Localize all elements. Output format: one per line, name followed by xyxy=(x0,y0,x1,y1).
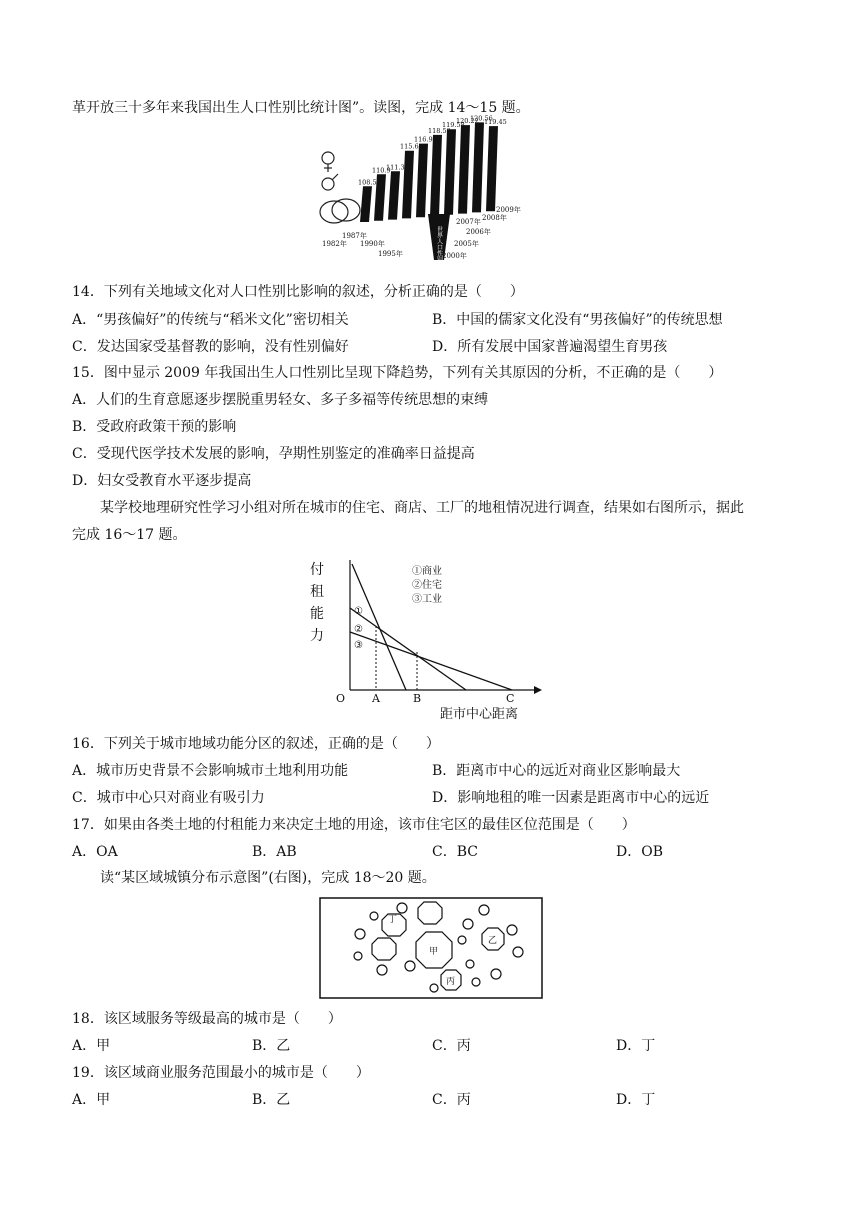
value-label: 118.58 xyxy=(428,126,451,135)
year-label: 2000年 xyxy=(442,252,467,260)
value-label: 115.6 xyxy=(400,142,419,151)
bar xyxy=(486,126,498,211)
town-left-octagon xyxy=(372,938,396,960)
q17-stem: 17．如果由各类土地的付租能力来决定土地的用途，该市住宅区的最佳区位范围是（ ） xyxy=(72,817,636,833)
q18-option-c[interactable]: C．丙 xyxy=(432,1038,471,1054)
q16-option-d[interactable]: D．影响地租的唯一因素是距离市中心的远近 xyxy=(432,790,710,806)
value-label: 120.56 xyxy=(470,114,493,123)
intro-18-20: 读“某区域城镇分布示意图”(右图)，完成 18～20 题。 xyxy=(100,870,436,886)
q18-stem: 18．该区域服务等级最高的城市是（ ） xyxy=(72,1011,342,1027)
town-ding: 丁 xyxy=(388,915,398,925)
sex-ratio-chart xyxy=(316,114,542,268)
q18-option-b[interactable]: B．乙 xyxy=(252,1038,291,1054)
svg-text:C: C xyxy=(506,692,515,705)
q14-stem: 14．下列有关地域文化对人口性别比影响的叙述，分析正确的是（ ） xyxy=(72,284,524,300)
q16-option-c[interactable]: C．城市中心只对商业有吸引力 xyxy=(72,790,265,806)
value-label: 111.3 xyxy=(386,163,405,172)
town-distribution-map xyxy=(318,894,544,1004)
year-label: 2005年 xyxy=(454,240,479,248)
value-label: 120.22 xyxy=(456,117,479,126)
center-label: 世界人口性别比 xyxy=(435,226,443,268)
line-residential xyxy=(350,608,466,690)
bar xyxy=(472,122,484,212)
svg-text:租: 租 xyxy=(310,584,324,600)
bar xyxy=(458,125,470,213)
q19-stem: 19．该区域商业服务范围最小的城市是（ ） xyxy=(72,1065,370,1081)
year-label: 1987年 xyxy=(342,232,367,240)
svg-text:O: O xyxy=(336,692,346,705)
value-label: 110.9 xyxy=(372,166,391,175)
legend xyxy=(412,564,442,605)
value-label: 119.45 xyxy=(484,118,507,127)
town-yi: 乙 xyxy=(488,936,498,946)
q18-option-d[interactable]: D．丁 xyxy=(616,1038,656,1054)
intro-14-15: 革开放三十多年来我国出生人口性别比统计图”。读图，完成 14～15 题。 xyxy=(72,100,530,116)
q14-option-d[interactable]: D．所有发展中国家普遍渴望生育男孩 xyxy=(432,339,668,355)
bar xyxy=(444,129,456,215)
q18-option-a[interactable]: A．甲 xyxy=(72,1038,111,1054)
year-label: 2008年 xyxy=(482,214,507,222)
svg-text:能: 能 xyxy=(310,606,324,622)
intro-16-17-line1: 某学校地理研究性学习小组对所在城市的住宅、商店、工厂的地租情况进行调查，结果如右图所示，据此 xyxy=(100,500,744,516)
year-label: 2007年 xyxy=(456,218,481,226)
bar xyxy=(360,186,372,222)
svg-text:B: B xyxy=(413,692,422,705)
svg-text:①商业: ①商业 xyxy=(412,566,442,577)
q14-option-c[interactable]: C．发达国家受基督教的影响，没有性别偏好 xyxy=(72,339,349,355)
q15-option-d[interactable]: D．妇女受教育水平逐步提高 xyxy=(72,473,252,489)
intro-16-17-line2: 完成 16～17 题。 xyxy=(72,527,187,543)
q15-stem: 15．图中显示 2009 年我国出生人口性别比呈现下降趋势，下列有关其原因的分析，不正确的是（ ） xyxy=(72,365,723,381)
bid-rent-graph xyxy=(306,556,542,726)
bar xyxy=(402,151,414,219)
town-jia: 甲 xyxy=(429,947,439,957)
gender-symbols xyxy=(320,152,360,223)
q16-stem: 16．下列关于城市地域功能分区的叙述，正确的是（ ） xyxy=(72,736,440,752)
year-label: 1982年 xyxy=(322,240,347,248)
year-label: 1995年 xyxy=(378,250,403,258)
q15-option-a[interactable]: A．人们的生育意愿逐步摆脱重男轻女、多子多福等传统思想的束缚 xyxy=(72,392,489,408)
town-bing: 丙 xyxy=(446,977,456,987)
q19-option-a[interactable]: A．甲 xyxy=(72,1092,111,1108)
svg-text:②住宅: ②住宅 xyxy=(412,580,442,591)
line-industrial xyxy=(350,632,512,690)
town-top-octagon xyxy=(418,902,442,924)
mark-1: ① xyxy=(354,606,363,617)
q19-option-d[interactable]: D．丁 xyxy=(616,1092,656,1108)
value-label: 119.58 xyxy=(442,121,465,130)
q15-option-b[interactable]: B．受政府政策干预的影响 xyxy=(72,419,237,435)
mark-3: ③ xyxy=(354,640,363,651)
q14-option-a[interactable]: A．“男孩偏好”的传统与“稻米文化”密切相关 xyxy=(72,312,349,328)
q17-option-d[interactable]: D．OB xyxy=(616,844,663,860)
q15-option-c[interactable]: C．受现代医学技术发展的影响，孕期性别鉴定的准确率日益提高 xyxy=(72,446,475,462)
mark-2: ② xyxy=(354,624,363,635)
svg-text:A: A xyxy=(372,692,380,705)
q16-option-a[interactable]: A．城市历史背景不会影响城市土地利用功能 xyxy=(72,763,349,779)
year-label: 1990年 xyxy=(360,240,385,248)
year-label: 2009年 xyxy=(496,206,521,214)
q17-option-a[interactable]: A．OA xyxy=(72,844,118,860)
bar xyxy=(388,171,400,219)
svg-text:力: 力 xyxy=(310,628,324,644)
year-label: 2006年 xyxy=(466,228,491,236)
bar xyxy=(416,144,428,218)
q19-option-c[interactable]: C．丙 xyxy=(432,1092,471,1108)
svg-text:③工业: ③工业 xyxy=(412,594,442,605)
x-ticks xyxy=(336,692,514,705)
q17-option-c[interactable]: C．BC xyxy=(432,844,478,860)
q19-option-b[interactable]: B．乙 xyxy=(252,1092,291,1108)
q14-option-b[interactable]: B．中国的儒家文化没有“男孩偏好”的传统思想 xyxy=(432,312,723,328)
q16-option-b[interactable]: B．距离市中心的远近对商业区影响最大 xyxy=(432,763,681,779)
value-label: 108.5 xyxy=(358,178,377,187)
svg-text:付: 付 xyxy=(310,562,324,578)
x-axis-label: 距市中心距离 xyxy=(440,707,519,722)
bar xyxy=(430,135,442,216)
q17-option-b[interactable]: B．AB xyxy=(252,844,297,860)
value-label: 116.9 xyxy=(414,135,433,144)
y-axis-label xyxy=(310,562,324,644)
